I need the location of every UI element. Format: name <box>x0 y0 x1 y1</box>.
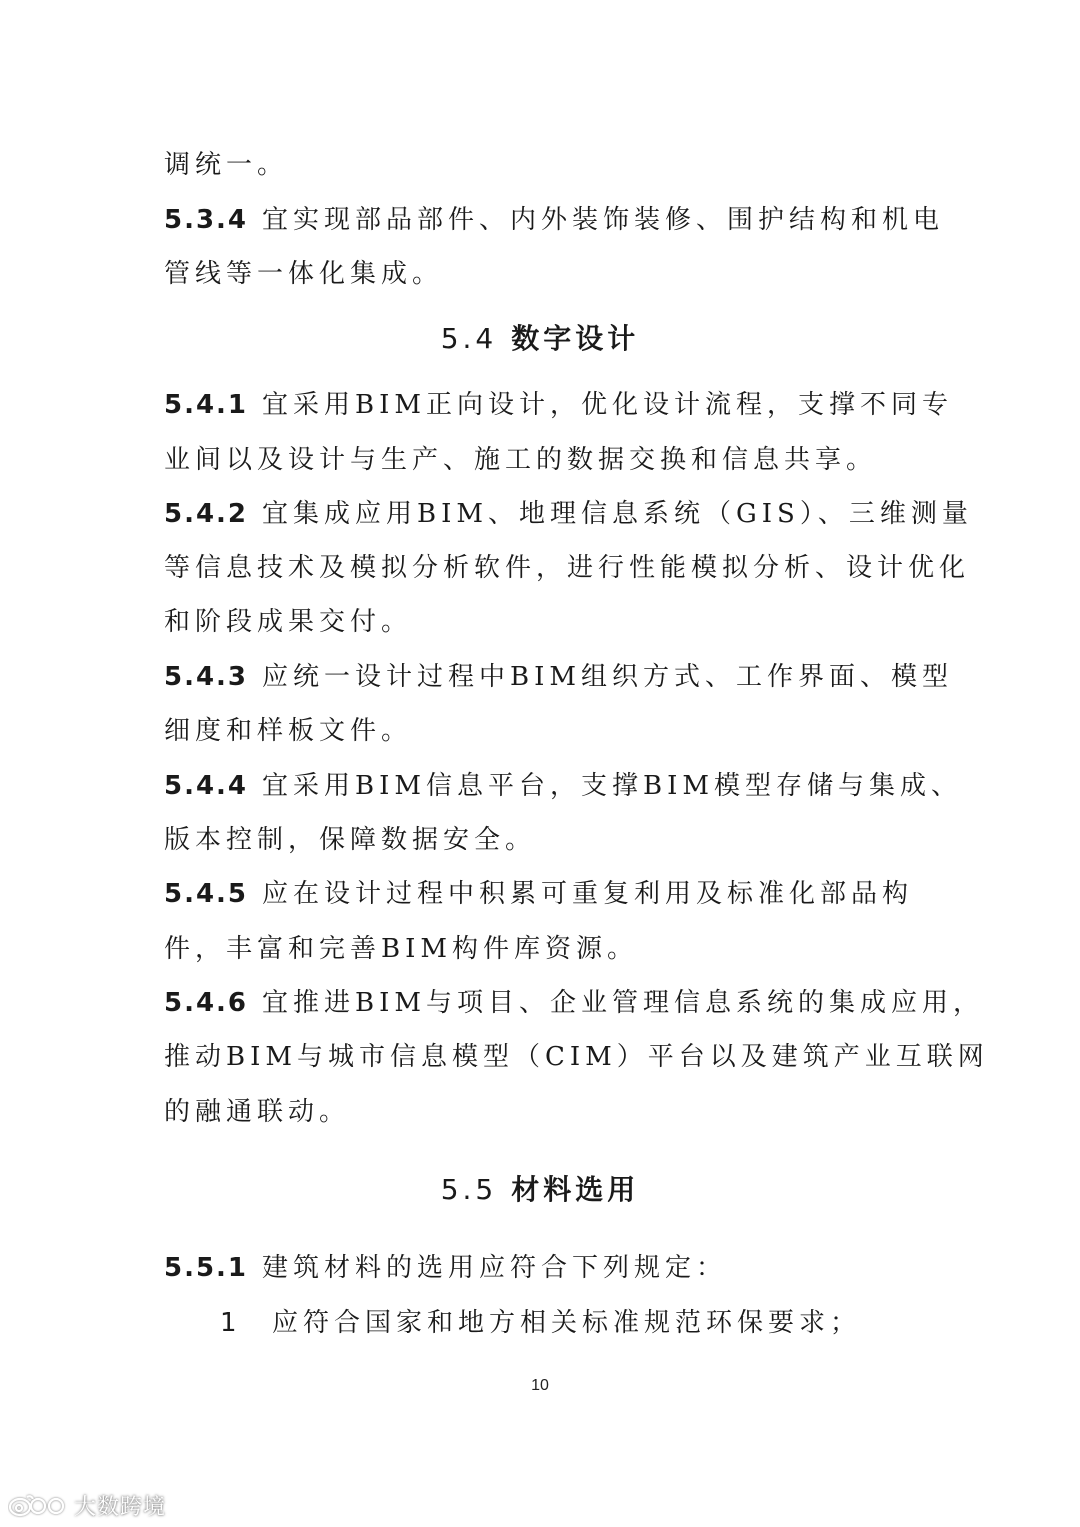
clause-text: 宜采用BIM信息平台，支撑BIM模型存储与集成、 <box>262 771 962 801</box>
clause-number: 5.4.5 <box>164 879 249 909</box>
clause-5-3-4 <box>164 200 945 240</box>
clause-text: 应统一设计过程中BIM组织方式、工作界面、模型 <box>262 662 953 692</box>
text-line: 业间以及设计与生产、施工的数据交换和信息共享。 <box>164 445 878 475</box>
list-item-number: 1 <box>220 1308 242 1338</box>
clause-number: 5.5.1 <box>164 1253 249 1283</box>
text-line: 管线等一体化集成。 <box>164 259 444 289</box>
text-line: 的融通联动。 <box>164 1097 351 1127</box>
watermark <box>8 1490 166 1520</box>
watermark-text: 大数跨境 <box>74 1494 167 1520</box>
clause-text: 宜实现部品部件、内外装饰装修、围护结构和机电 <box>262 205 945 235</box>
clause-text: 宜推进BIM与项目、企业管理信息系统的集成应用， <box>262 988 984 1018</box>
text-line: 细度和样板文件。 <box>164 716 413 746</box>
section-number: 5.5 <box>440 1173 498 1206</box>
clause-number: 5.4.1 <box>164 390 249 420</box>
clause-5-4-2 <box>164 494 973 534</box>
clause-number: 5.4.4 <box>164 771 249 801</box>
clause-number: 5.4.2 <box>164 499 249 529</box>
clause-text: 建筑材料的选用应符合下列规定： <box>262 1253 728 1283</box>
clause-5-4-3 <box>164 657 953 697</box>
section-number: 5.4 <box>440 322 498 355</box>
clause-number: 5.4.6 <box>164 988 249 1018</box>
text-line: 版本控制，保障数据安全。 <box>164 825 537 855</box>
clause-text: 宜集成应用BIM、地理信息系统（GIS）、三维测量 <box>262 499 973 529</box>
clause-5-4-6 <box>164 983 984 1023</box>
section-title: 数字设计 <box>511 322 640 355</box>
clause-5-4-1 <box>164 385 953 425</box>
text-line: 件，丰富和完善BIM构件库资源。 <box>164 934 638 964</box>
clause-5-4-5 <box>164 874 924 914</box>
section-heading-5-5 <box>0 1170 1080 1210</box>
list-item <box>220 1303 980 1343</box>
clause-text: 宜采用BIM正向设计，优化设计流程，支撑不同专 <box>262 390 953 420</box>
page-number: 10 <box>531 1377 549 1394</box>
section-title: 材料选用 <box>511 1173 640 1206</box>
text-line: 和阶段成果交付。 <box>164 607 413 637</box>
clause-text: 应在设计过程中积累可重复利用及标准化部品构 <box>262 879 914 909</box>
clause-5-4-4 <box>164 766 962 806</box>
clause-number: 5.4.3 <box>164 662 249 692</box>
section-heading-5-4 <box>0 319 1080 359</box>
clause-5-5-1 <box>164 1248 924 1288</box>
text-line: 调统一。 <box>164 150 289 180</box>
text-line: 推动BIM与城市信息模型（CIM）平台以及建筑产业互联网 <box>164 1042 989 1072</box>
text-line: 等信息技术及模拟分析软件，进行性能模拟分析、设计优化 <box>164 553 971 583</box>
clause-number: 5.3.4 <box>164 205 249 235</box>
list-item-text: 应符合国家和地方相关标准规范环保要求； <box>272 1308 862 1338</box>
weibo-logo-icon <box>8 1492 68 1518</box>
